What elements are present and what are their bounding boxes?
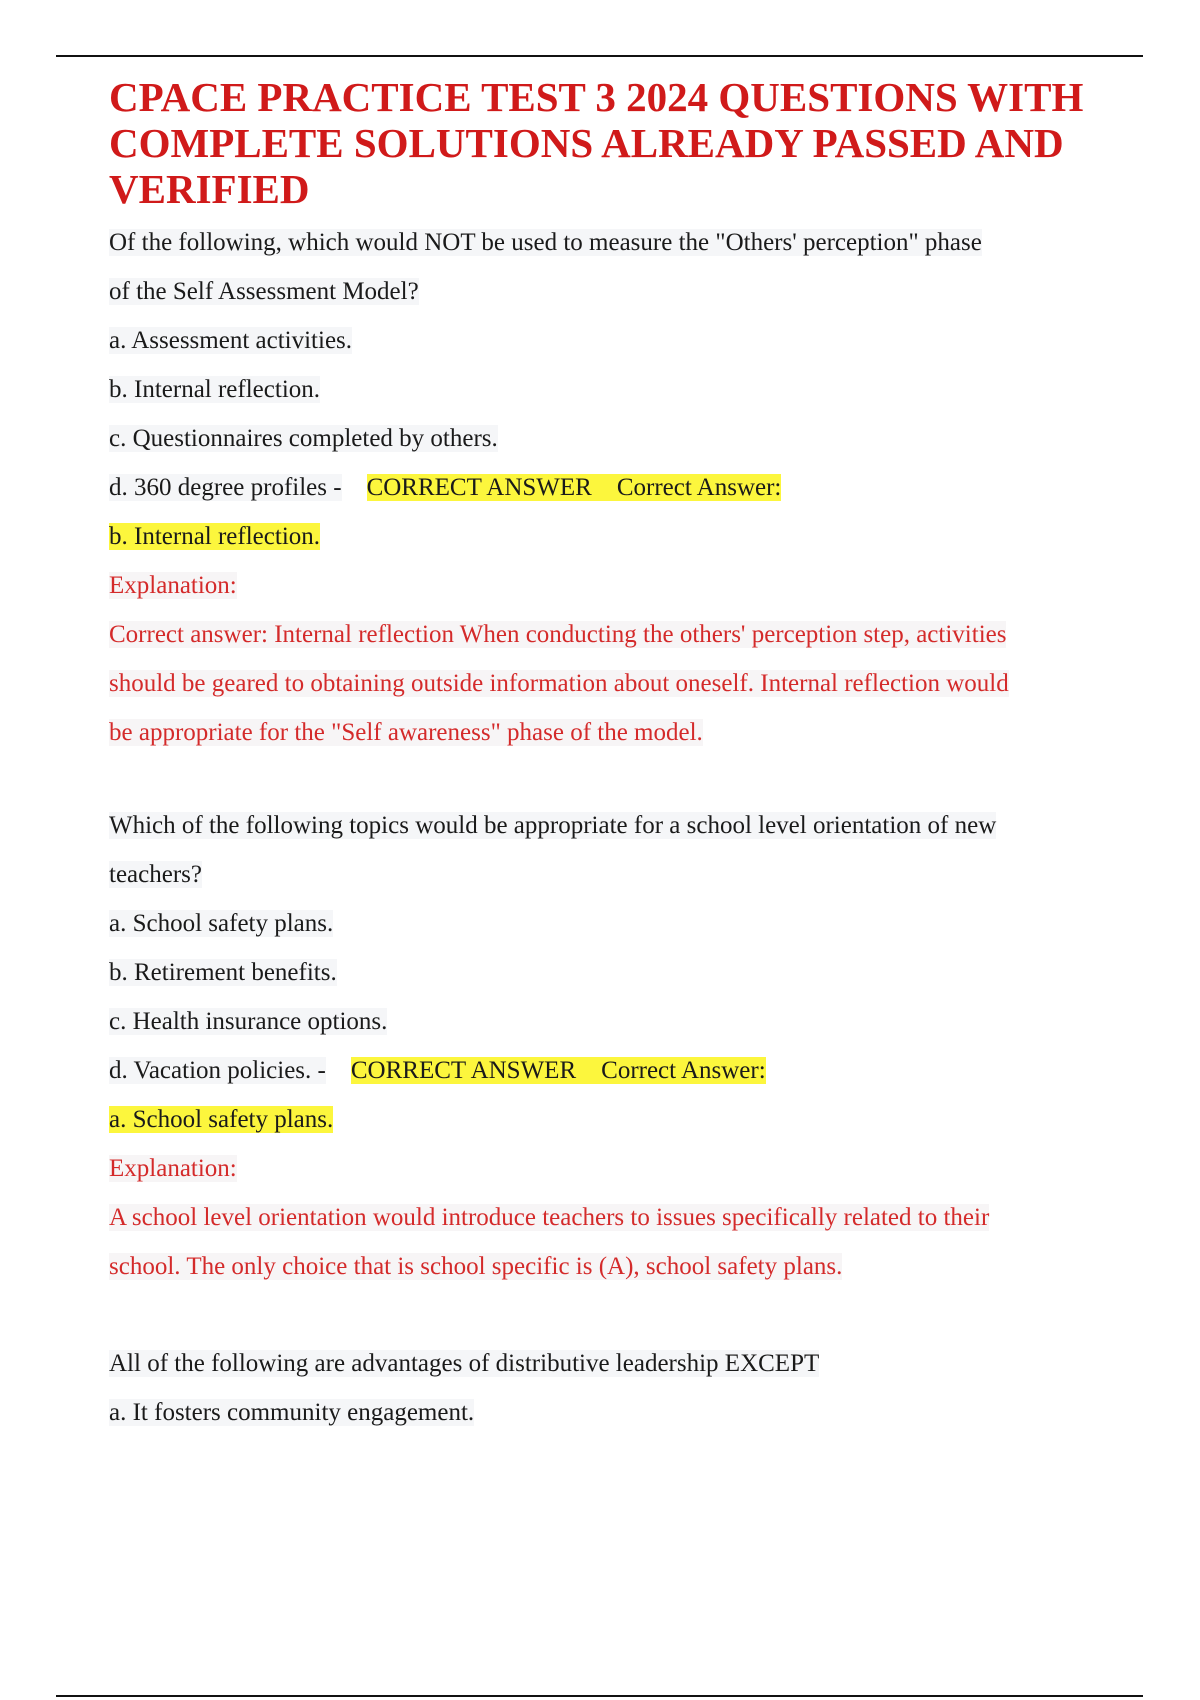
explanation-label: Explanation: xyxy=(109,572,237,599)
question-stem: of the Self Assessment Model? xyxy=(109,278,419,305)
option-d: d. 360 degree profiles - CORRECT ANSWER Correct Answer: xyxy=(109,474,782,501)
question-stem: All of the following are advantages of distributive leadership EXCEPT xyxy=(109,1350,820,1377)
option-b: b. Internal reflection. xyxy=(109,376,321,403)
option-a: a. Assessment activities. xyxy=(109,327,353,354)
correct-answer-tag: CORRECT ANSWER Correct Answer: xyxy=(366,474,782,501)
document-body xyxy=(109,74,1129,1437)
question-1 xyxy=(109,218,1129,757)
question-stem: teachers? xyxy=(109,861,202,888)
top-rule xyxy=(56,55,1143,57)
explanation-text: be appropriate for the "Self awareness" phase of the model. xyxy=(109,719,703,746)
bottom-rule xyxy=(56,1695,1143,1697)
option-c: c. Health insurance options. xyxy=(109,1008,388,1035)
question-stem: Of the following, which would NOT be used to measure the "Others' perception" phase xyxy=(109,229,982,256)
spacer xyxy=(109,1291,1129,1339)
option-c: c. Questionnaires completed by others. xyxy=(109,425,498,452)
option-a: a. It fosters community engagement. xyxy=(109,1399,475,1426)
explanation-text: school. The only choice that is school specific is (A), school safety plans. xyxy=(109,1253,843,1280)
option-b: b. Retirement benefits. xyxy=(109,959,337,986)
document-title: CPACE PRACTICE TEST 3 2024 QUESTIONS WITH COMPLETE SOLUTIONS ALREADY PASSED AND VERIFIED xyxy=(109,74,1084,212)
correct-answer: a. School safety plans. xyxy=(109,1106,334,1133)
correct-answer: b. Internal reflection. xyxy=(109,523,321,550)
explanation-text: Correct answer: Internal reflection When conducting the others' perception step, activities xyxy=(109,621,1007,648)
explanation-text: should be geared to obtaining outside information about oneself. Internal reflection would xyxy=(109,670,1009,697)
question-2 xyxy=(109,801,1129,1291)
explanation-text: A school level orientation would introduce teachers to issues specifically related to their xyxy=(109,1204,990,1231)
question-stem: Which of the following topics would be appropriate for a school level orientation of new xyxy=(109,812,997,839)
spacer xyxy=(109,757,1129,801)
correct-answer-tag: CORRECT ANSWER Correct Answer: xyxy=(350,1057,766,1084)
option-d: d. Vacation policies. - CORRECT ANSWER Correct Answer: xyxy=(109,1057,766,1084)
question-3 xyxy=(109,1339,1129,1437)
explanation-label: Explanation: xyxy=(109,1155,237,1182)
option-a: a. School safety plans. xyxy=(109,910,334,937)
